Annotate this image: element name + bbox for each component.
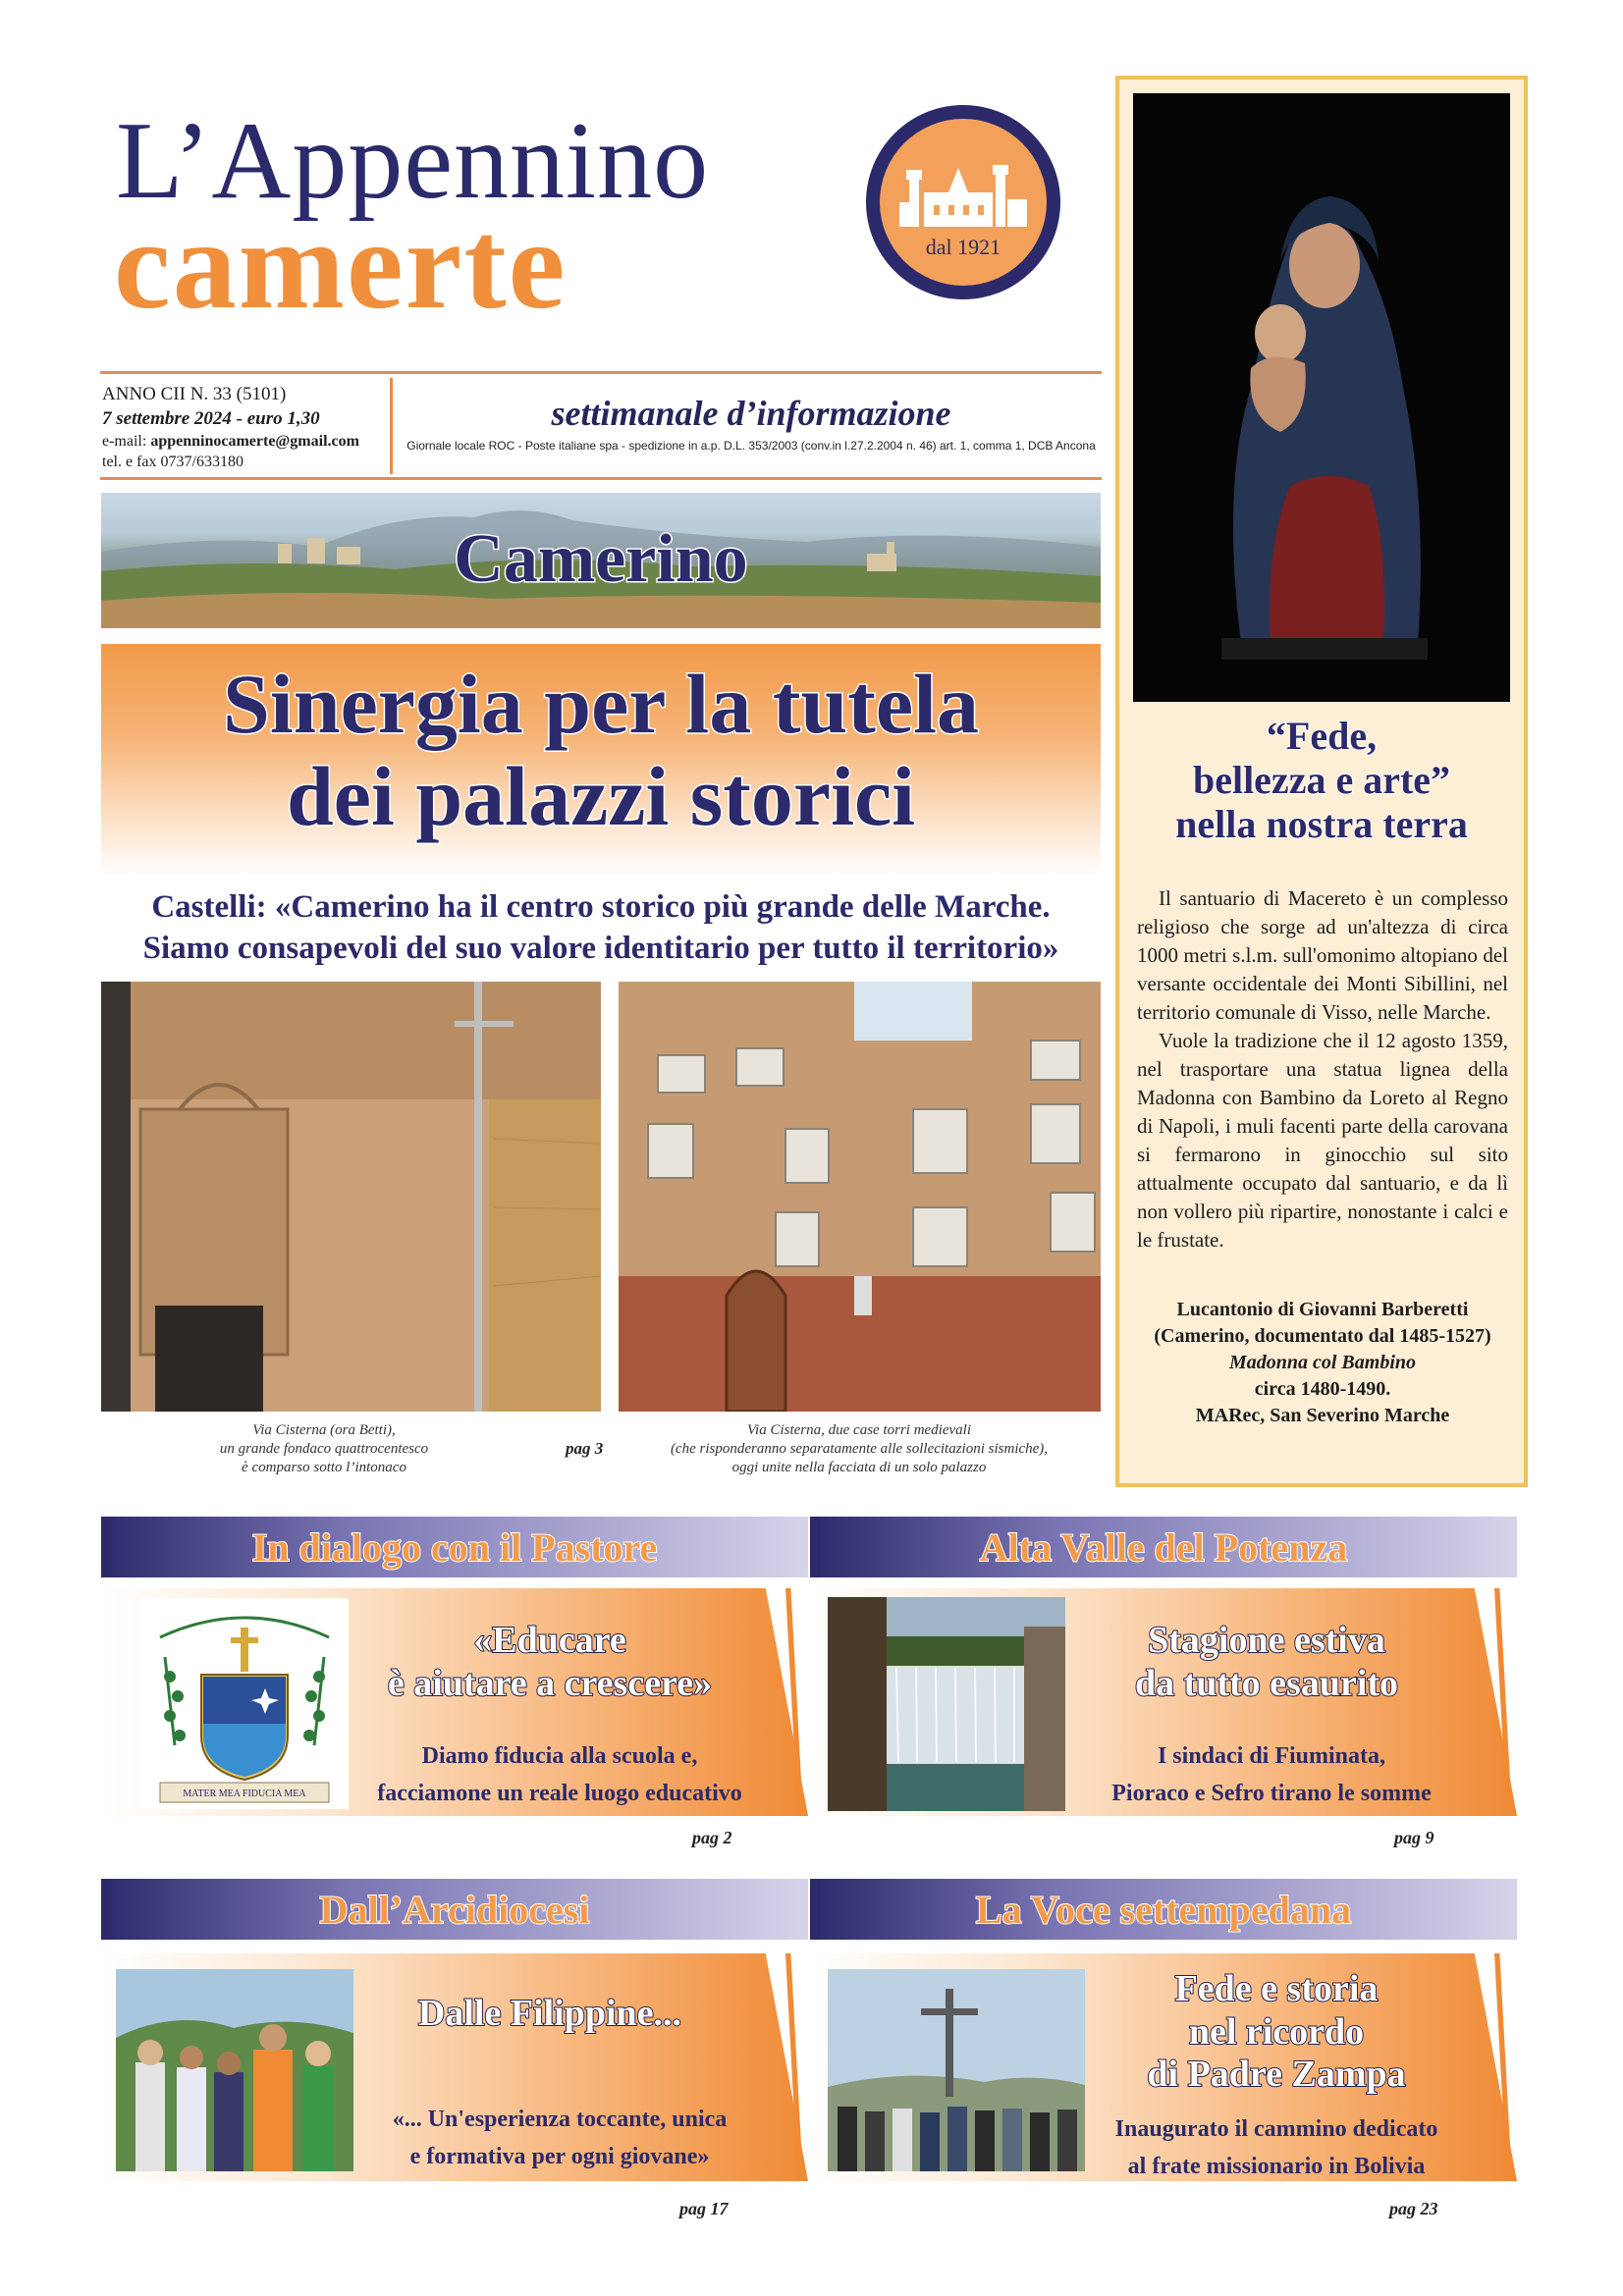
caption-left-line1: Via Cisterna (ora Betti),	[252, 1422, 396, 1438]
credit-dates: (Camerino, documentato dal 1485-1527)	[1154, 1325, 1491, 1347]
card-pastore-sub-line2: facciamone un reale luogo educativo	[377, 1781, 742, 1807]
card-pastore-sub	[353, 1737, 766, 1813]
waterfall-illustration	[828, 1597, 1065, 1811]
card-settempedana-title	[1080, 1968, 1473, 2097]
lead-subhead-line1: Castelli: «Camerino ha il centro storico più grande delle Marche.	[151, 889, 1051, 925]
card-arcidiocesi-title-line1: Dalle Filippine...	[417, 1993, 682, 2034]
section-bar-pastore[interactable]	[101, 1517, 808, 1577]
motto-text: MATER MEA FIDUCIA MEA	[183, 1789, 306, 1799]
card-arcidiocesi-sub-line1: «... Un'esperienza toccante, unica	[392, 2107, 728, 2132]
sidebar-title-line3: nella nostra terra	[1175, 802, 1468, 846]
caption-right	[628, 1421, 1090, 1476]
masthead-title-line2: camerte	[114, 194, 568, 336]
section-bar-arcidiocesi[interactable]	[101, 1879, 808, 1940]
lead-headline-line1: Sinergia per la tutela	[223, 657, 979, 751]
card-pastore-title-line2: è aiutare a crescere»	[387, 1662, 713, 1704]
section-title-potenza: Alta Valle del Potenza	[979, 1525, 1348, 1570]
cross-ceremony-illustration	[828, 1969, 1085, 2171]
card-potenza-title-line1: Stagione estiva	[1148, 1620, 1385, 1661]
card-potenza-sub-line1: I sindaci di Fiuminata,	[1157, 1743, 1386, 1769]
issue-number: ANNO CII N. 33 (5101)	[102, 384, 287, 404]
group-photo-illustration	[116, 1969, 353, 2171]
card-settempedana-title-line2: nel ricordo	[1188, 2010, 1365, 2053]
seal-year-text: dal 1921	[925, 235, 1001, 259]
sidebar-feature-box[interactable]	[1115, 76, 1528, 1487]
card-pastore-page[interactable]: pag 2	[692, 1828, 732, 1847]
card-arcidiocesi-title	[353, 1993, 746, 2036]
bishop-coat-of-arms	[140, 1598, 349, 1809]
facade-photo-left	[101, 982, 601, 1412]
section-title-arcidiocesi: Dall’Arcidiocesi	[319, 1888, 590, 1932]
lead-page-ref[interactable]: pag 3	[566, 1439, 604, 1458]
card-potenza-page[interactable]: pag 9	[1394, 1828, 1434, 1847]
masthead-title-line1: L’Appennino	[116, 100, 710, 222]
lead-photo-left[interactable]	[101, 982, 601, 1412]
towers-photo-right	[619, 982, 1101, 1412]
card-arcidiocesi-sub-line2: e formativa per ogni giovane»	[409, 2144, 710, 2170]
card-potenza-title-line2: da tutto esaurito	[1134, 1662, 1399, 1704]
card-settempedana-title-line1: Fede e storia	[1174, 1968, 1379, 2009]
credit-period: circa 1480-1490.	[1254, 1378, 1391, 1400]
lead-subhead-line2: Siamo consapevoli del suo valore identitario per tutto il territorio»	[142, 931, 1059, 966]
sidebar-paragraph-1: Il santuario di Macereto è un complesso religioso che sorge ad un'altezza di circa 1000 metri s.l.m. sull'omonimo altopiano del versante occidentale dei Monti Sibillini, nel territorio comunale di Visso, nelle Marche.	[1137, 886, 1508, 1024]
town-silhouette-icon	[880, 119, 1047, 286]
filippine-group-photo	[116, 1969, 353, 2171]
card-settempedana-sub-line1: Inaugurato il cammino dedicato	[1114, 2116, 1438, 2142]
sidebar-body	[1137, 884, 1508, 1255]
card-pastore-title	[353, 1620, 746, 1705]
caption-right-line1: Via Cisterna, due case torri medievali	[746, 1422, 972, 1438]
email-line	[102, 433, 359, 451]
card-settempedana-sub	[1080, 2110, 1473, 2186]
sidebar-title-line1: “Fede,	[1266, 714, 1378, 758]
sidebar-credit	[1137, 1297, 1508, 1429]
masthead-seal-logo	[866, 105, 1060, 299]
card-settempedana-sub-line2: al frate missionario in Bolivia	[1127, 2154, 1426, 2180]
masthead-rule-top	[100, 371, 1102, 374]
card-arcidiocesi-page[interactable]: pag 17	[679, 2199, 729, 2218]
email-address[interactable]: appenninocamerte@gmail.com	[150, 433, 359, 450]
coat-of-arms-icon	[140, 1598, 349, 1809]
card-potenza-sub-line2: Pioraco e Sefro tirano le somme	[1111, 1781, 1432, 1807]
camerino-banner	[101, 493, 1101, 628]
email-label: e-mail:	[102, 433, 147, 450]
weekly-tagline: settimanale d’informazione	[551, 394, 951, 433]
sidebar-paragraph-2: Vuole la tradizione che il 12 agosto 1359, nel trasportare una statua lignea della Madonna con Bambino da Loreto al Regno di Napoli, i muli facenti parte della carovana si fermarono in ginocchio sul sito attualmente occupato dal santuario, e da lì non vollero più ripartire, nonostante i calci e le frustate.	[1137, 1028, 1508, 1252]
card-arcidiocesi-sub	[353, 2101, 766, 2176]
phone-line: tel. e fax 0737/633180	[102, 454, 243, 470]
padre-zampa-photo	[828, 1969, 1085, 2171]
caption-right-line3: oggi unite nella facciata di un solo palazzo	[731, 1459, 987, 1475]
section-bar-potenza[interactable]	[810, 1517, 1517, 1577]
card-settempedana-title-line3: di Padre Zampa	[1147, 2054, 1406, 2096]
banner-title: Camerino	[454, 521, 748, 597]
caption-left-line3: è comparso sotto l’intonaco	[242, 1459, 406, 1475]
card-potenza-title	[1070, 1620, 1463, 1705]
caption-left-line2: un grande fondaco quattrocentesco	[219, 1440, 429, 1457]
lead-headline-block[interactable]	[101, 644, 1101, 876]
legal-notice: Giornale locale ROC - Poste italiane spa - spedizione in a.p. D.L. 353/2003 (conv.in l.27.2.2004 n. 46) art. 1, comma 1, DCB Ancona	[406, 439, 1096, 453]
madonna-statue-illustration	[1133, 93, 1510, 702]
card-potenza-sub	[1070, 1737, 1473, 1813]
caption-left	[157, 1421, 491, 1476]
credit-museum: MARec, San Severino Marche	[1195, 1405, 1450, 1426]
section-title-settempedana: La Voce settempedana	[975, 1888, 1352, 1932]
section-title-pastore: In dialogo con il Pastore	[251, 1525, 658, 1570]
issue-info-box	[100, 378, 393, 474]
credit-artwork-title: Madonna col Bambino	[1228, 1352, 1417, 1373]
lead-headline-line2: dei palazzi storici	[286, 749, 916, 843]
card-pastore-title-line1: «Educare	[473, 1620, 626, 1661]
madonna-statue-photo	[1133, 93, 1510, 702]
card-pastore-sub-line1: Diamo fiducia alla scuola e,	[421, 1743, 698, 1769]
credit-artist: Lucantonio di Giovanni Barberetti	[1176, 1299, 1469, 1320]
lead-photo-right[interactable]	[619, 982, 1101, 1412]
section-bar-settempedana[interactable]	[810, 1879, 1517, 1940]
masthead-rule-bottom	[100, 477, 1102, 480]
issue-date-price: 7 settembre 2024 - euro 1,30	[102, 408, 320, 429]
sidebar-title-line2: bellezza e arte”	[1192, 758, 1451, 802]
caption-right-line2: (che risponderanno separatamente alle sollecitazioni sismiche),	[670, 1440, 1049, 1457]
card-settempedana-page[interactable]: pag 23	[1389, 2199, 1438, 2218]
waterfall-photo	[828, 1597, 1065, 1811]
